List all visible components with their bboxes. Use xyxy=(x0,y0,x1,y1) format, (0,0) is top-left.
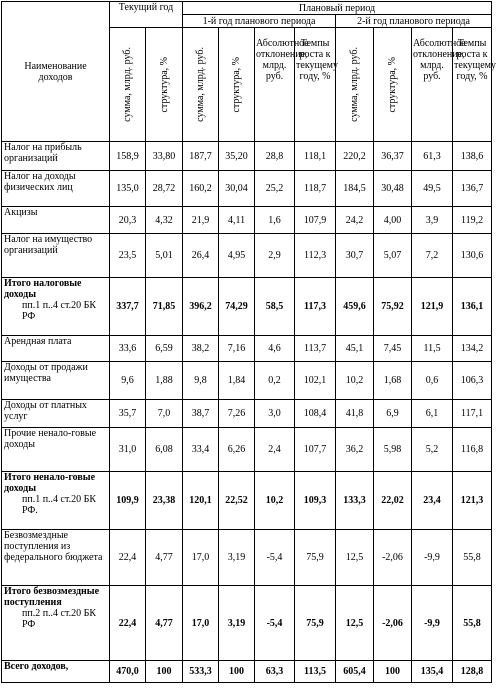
cell-abs-deviation-year2: 7,2 xyxy=(412,234,453,278)
cell-sum-year2: 605,4 xyxy=(336,661,374,683)
cell-structure-current: 5,01 xyxy=(146,234,183,278)
cell-sum-year1: 38,7 xyxy=(183,400,219,428)
cell-structure-year1: 7,16 xyxy=(219,336,255,362)
cell-sum-current: 35,7 xyxy=(110,400,146,428)
row-name xyxy=(2,278,110,336)
cell-structure-year1: 22,52 xyxy=(219,472,255,530)
cell-sum-year2: 36,2 xyxy=(336,428,374,472)
cell-structure-year1: 100 xyxy=(219,661,255,683)
cell-structure-year2: 36,37 xyxy=(374,142,412,171)
cell-abs-deviation-year1: 4,6 xyxy=(255,336,295,362)
cell-sum-current: 20,3 xyxy=(110,207,146,234)
row-name xyxy=(2,171,110,207)
cell-structure-year2: -2,06 xyxy=(374,530,412,586)
cell-structure-year1: 1,84 xyxy=(219,362,255,400)
cell-growth-rate-year2: 128,8 xyxy=(453,661,492,683)
cell-sum-year1: 160,2 xyxy=(183,171,219,207)
cell-structure-current: 4,77 xyxy=(146,586,183,661)
cell-abs-deviation-year1: 25,2 xyxy=(255,171,295,207)
cell-sum-year2: 12,5 xyxy=(336,586,374,661)
cell-structure-year2: 22,02 xyxy=(374,472,412,530)
table-row xyxy=(2,472,492,530)
cell-growth-rate-year1: 113,5 xyxy=(295,661,336,683)
cell-abs-deviation-year2: 135,4 xyxy=(412,661,453,683)
cell-abs-deviation-year2: 6,1 xyxy=(412,400,453,428)
cell-sum-year1: 9,8 xyxy=(183,362,219,400)
cell-structure-year2: 75,92 xyxy=(374,278,412,336)
cell-sum-year2: 30,7 xyxy=(336,234,374,278)
cell-sum-year1: 17,0 xyxy=(183,530,219,586)
cell-structure-current: 100 xyxy=(146,661,183,683)
cell-growth-rate-year1: 107,7 xyxy=(295,428,336,472)
cell-structure-year1: 35,20 xyxy=(219,142,255,171)
table-row xyxy=(2,207,492,234)
row-name xyxy=(2,362,110,400)
cell-sum-year2: 24,2 xyxy=(336,207,374,234)
table-body xyxy=(2,142,492,683)
cell-growth-rate-year2: 116,8 xyxy=(453,428,492,472)
row-legal-reference: пп.2 п..4 ст.20 БК РФ xyxy=(22,608,97,630)
row-name-label: Прочие ненало-говые доходы xyxy=(4,428,97,450)
row-name xyxy=(2,661,110,683)
cell-structure-year2: 6,9 xyxy=(374,400,412,428)
header-abs-year2: Абсолютное отклонение, млрд. руб. xyxy=(412,28,453,142)
header-structure-year2: структура, % xyxy=(374,28,412,142)
cell-abs-deviation-year1: 0,2 xyxy=(255,362,295,400)
cell-sum-current: 337,7 xyxy=(110,278,146,336)
cell-sum-year1: 38,2 xyxy=(183,336,219,362)
cell-structure-current: 6,59 xyxy=(146,336,183,362)
cell-structure-current: 71,85 xyxy=(146,278,183,336)
header-name-column: Наименование доходов xyxy=(2,2,110,142)
cell-structure-year1: 30,04 xyxy=(219,171,255,207)
header-current-year: Текущий год xyxy=(110,2,183,28)
cell-sum-current: 158,9 xyxy=(110,142,146,171)
cell-abs-deviation-year2: -9,9 xyxy=(412,586,453,661)
cell-sum-current: 22,4 xyxy=(110,586,146,661)
row-legal-reference: пп.1 п..4 ст.20 БК РФ xyxy=(22,300,97,322)
cell-abs-deviation-year2: 5,2 xyxy=(412,428,453,472)
cell-structure-year2: 5,98 xyxy=(374,428,412,472)
row-name xyxy=(2,336,110,362)
row-name xyxy=(2,530,110,586)
cell-structure-current: 23,38 xyxy=(146,472,183,530)
cell-sum-year2: 41,8 xyxy=(336,400,374,428)
cell-growth-rate-year1: 75,9 xyxy=(295,586,336,661)
cell-sum-current: 31,0 xyxy=(110,428,146,472)
header-sum-year1: сумма, млрд. руб. xyxy=(183,28,219,142)
cell-growth-rate-year2: 136,7 xyxy=(453,171,492,207)
cell-abs-deviation-year2: 61,3 xyxy=(412,142,453,171)
row-name-label: Итого ненало-говые доходы xyxy=(4,472,96,494)
cell-growth-rate-year1: 117,3 xyxy=(295,278,336,336)
revenue-table xyxy=(1,1,496,683)
cell-abs-deviation-year2: 0,6 xyxy=(412,362,453,400)
cell-sum-current: 9,6 xyxy=(110,362,146,400)
cell-growth-rate-year2: 55,8 xyxy=(453,530,492,586)
row-name xyxy=(2,234,110,278)
cell-structure-year1: 4,95 xyxy=(219,234,255,278)
table-row xyxy=(2,336,492,362)
cell-growth-rate-year1: 102,1 xyxy=(295,362,336,400)
cell-abs-deviation-year2: 11,5 xyxy=(412,336,453,362)
row-name xyxy=(2,586,110,661)
cell-abs-deviation-year2: 121,9 xyxy=(412,278,453,336)
header-year-1: 1-й год планового периода xyxy=(183,15,336,28)
cell-structure-current: 28,72 xyxy=(146,171,183,207)
cell-sum-current: 135,0 xyxy=(110,171,146,207)
cell-abs-deviation-year1: 3,0 xyxy=(255,400,295,428)
table-row xyxy=(2,234,492,278)
table-row xyxy=(2,530,492,586)
cell-growth-rate-year1: 108,4 xyxy=(295,400,336,428)
header-year-2: 2-й год планового периода xyxy=(336,15,492,28)
cell-structure-current: 1,88 xyxy=(146,362,183,400)
cell-growth-rate-year2: 117,1 xyxy=(453,400,492,428)
cell-growth-rate-year1: 75,9 xyxy=(295,530,336,586)
row-name-label: Всего доходов, xyxy=(4,661,69,672)
cell-sum-year1: 21,9 xyxy=(183,207,219,234)
table-row xyxy=(2,362,492,400)
cell-structure-year1: 7,26 xyxy=(219,400,255,428)
cell-growth-rate-year2: 121,3 xyxy=(453,472,492,530)
cell-abs-deviation-year2: 3,9 xyxy=(412,207,453,234)
row-legal-reference: пп.1 п..4 ст.20 БК РФ. xyxy=(22,494,97,516)
cell-abs-deviation-year1: 63,3 xyxy=(255,661,295,683)
cell-abs-deviation-year1: 2,4 xyxy=(255,428,295,472)
header-sum-year2: сумма, млрд. руб. xyxy=(336,28,374,142)
cell-sum-year2: 45,1 xyxy=(336,336,374,362)
cell-sum-year1: 120,1 xyxy=(183,472,219,530)
row-name xyxy=(2,472,110,530)
row-name-label: Арендная плата xyxy=(4,336,72,347)
header-structure-current: структура, % xyxy=(146,28,183,142)
table-row xyxy=(2,278,492,336)
cell-abs-deviation-year1: -5,4 xyxy=(255,586,295,661)
table-row xyxy=(2,142,492,171)
cell-structure-year2: 4,00 xyxy=(374,207,412,234)
cell-abs-deviation-year2: 23,4 xyxy=(412,472,453,530)
cell-sum-year2: 220,2 xyxy=(336,142,374,171)
table-row xyxy=(2,661,492,683)
table-row xyxy=(2,400,492,428)
cell-structure-year1: 6,26 xyxy=(219,428,255,472)
cell-structure-year1: 3,19 xyxy=(219,586,255,661)
header-planned-period: Плановый период xyxy=(183,2,492,15)
cell-sum-current: 22,4 xyxy=(110,530,146,586)
cell-abs-deviation-year2: -9,9 xyxy=(412,530,453,586)
row-name xyxy=(2,207,110,234)
cell-sum-year1: 533,3 xyxy=(183,661,219,683)
cell-growth-rate-year2: 130,6 xyxy=(453,234,492,278)
table-row xyxy=(2,428,492,472)
cell-growth-rate-year1: 109,3 xyxy=(295,472,336,530)
cell-growth-rate-year2: 55,8 xyxy=(453,586,492,661)
row-name xyxy=(2,400,110,428)
cell-sum-year2: 133,3 xyxy=(336,472,374,530)
cell-structure-year1: 3,19 xyxy=(219,530,255,586)
cell-growth-rate-year2: 138,6 xyxy=(453,142,492,171)
row-name-label: Налог на имущество организаций xyxy=(4,234,93,256)
cell-growth-rate-year1: 118,7 xyxy=(295,171,336,207)
cell-structure-year1: 74,29 xyxy=(219,278,255,336)
cell-sum-current: 23,5 xyxy=(110,234,146,278)
table-row xyxy=(2,171,492,207)
header-sum-current: сумма, млрд. руб. xyxy=(110,28,146,142)
cell-growth-rate-year1: 118,1 xyxy=(295,142,336,171)
cell-structure-year2: 100 xyxy=(374,661,412,683)
row-name-label: Безвозмездные поступления из федерального бюджета xyxy=(4,530,103,563)
cell-sum-year2: 10,2 xyxy=(336,362,374,400)
cell-structure-year2: 5,07 xyxy=(374,234,412,278)
row-name xyxy=(2,428,110,472)
cell-structure-year2: 7,45 xyxy=(374,336,412,362)
cell-sum-year1: 17,0 xyxy=(183,586,219,661)
cell-sum-year1: 26,4 xyxy=(183,234,219,278)
cell-structure-year2: -2,06 xyxy=(374,586,412,661)
cell-growth-rate-year1: 112,3 xyxy=(295,234,336,278)
cell-sum-year2: 12,5 xyxy=(336,530,374,586)
cell-growth-rate-year2: 136,1 xyxy=(453,278,492,336)
cell-sum-current: 109,9 xyxy=(110,472,146,530)
cell-abs-deviation-year1: 2,9 xyxy=(255,234,295,278)
cell-structure-year2: 1,68 xyxy=(374,362,412,400)
row-name-label: Итого налоговые доходы xyxy=(4,278,82,300)
header-structure-year1: структура, % xyxy=(219,28,255,142)
cell-sum-year1: 187,7 xyxy=(183,142,219,171)
cell-abs-deviation-year1: 10,2 xyxy=(255,472,295,530)
row-name-label: Доходы от платных услуг xyxy=(4,400,87,422)
row-name-label: Доходы от продажи имущества xyxy=(4,362,88,384)
row-name-label: Акцизы xyxy=(4,207,38,218)
cell-sum-year1: 33,4 xyxy=(183,428,219,472)
cell-growth-rate-year1: 113,7 xyxy=(295,336,336,362)
cell-structure-current: 6,08 xyxy=(146,428,183,472)
cell-growth-rate-year2: 106,3 xyxy=(453,362,492,400)
cell-growth-rate-year1: 107,9 xyxy=(295,207,336,234)
row-name-label: Налог на прибыль организаций xyxy=(4,142,82,164)
cell-structure-year2: 30,48 xyxy=(374,171,412,207)
cell-structure-current: 4,77 xyxy=(146,530,183,586)
cell-sum-year2: 184,5 xyxy=(336,171,374,207)
header-abs-year1: Абсолютное отклонение, млрд. руб. xyxy=(255,28,295,142)
cell-abs-deviation-year1: 58,5 xyxy=(255,278,295,336)
cell-sum-year2: 459,6 xyxy=(336,278,374,336)
cell-structure-year1: 4,11 xyxy=(219,207,255,234)
cell-sum-year1: 396,2 xyxy=(183,278,219,336)
cell-abs-deviation-year1: 28,8 xyxy=(255,142,295,171)
header-growth-year2: Темпы роста к текущему году, % xyxy=(453,28,492,142)
cell-sum-current: 470,0 xyxy=(110,661,146,683)
cell-abs-deviation-year1: -5,4 xyxy=(255,530,295,586)
cell-structure-current: 33,80 xyxy=(146,142,183,171)
cell-sum-current: 33,6 xyxy=(110,336,146,362)
row-name-label: Итого безвозмездные поступления xyxy=(4,586,100,608)
header-growth-year1: Темпы роста к текущему году, % xyxy=(295,28,336,142)
cell-growth-rate-year2: 119,2 xyxy=(453,207,492,234)
cell-structure-current: 4,32 xyxy=(146,207,183,234)
cell-structure-current: 7,0 xyxy=(146,400,183,428)
cell-abs-deviation-year2: 49,5 xyxy=(412,171,453,207)
table-row xyxy=(2,586,492,661)
cell-growth-rate-year2: 134,2 xyxy=(453,336,492,362)
row-name-label: Налог на доходы физических лиц xyxy=(4,171,76,193)
cell-abs-deviation-year1: 1,6 xyxy=(255,207,295,234)
row-name xyxy=(2,142,110,171)
